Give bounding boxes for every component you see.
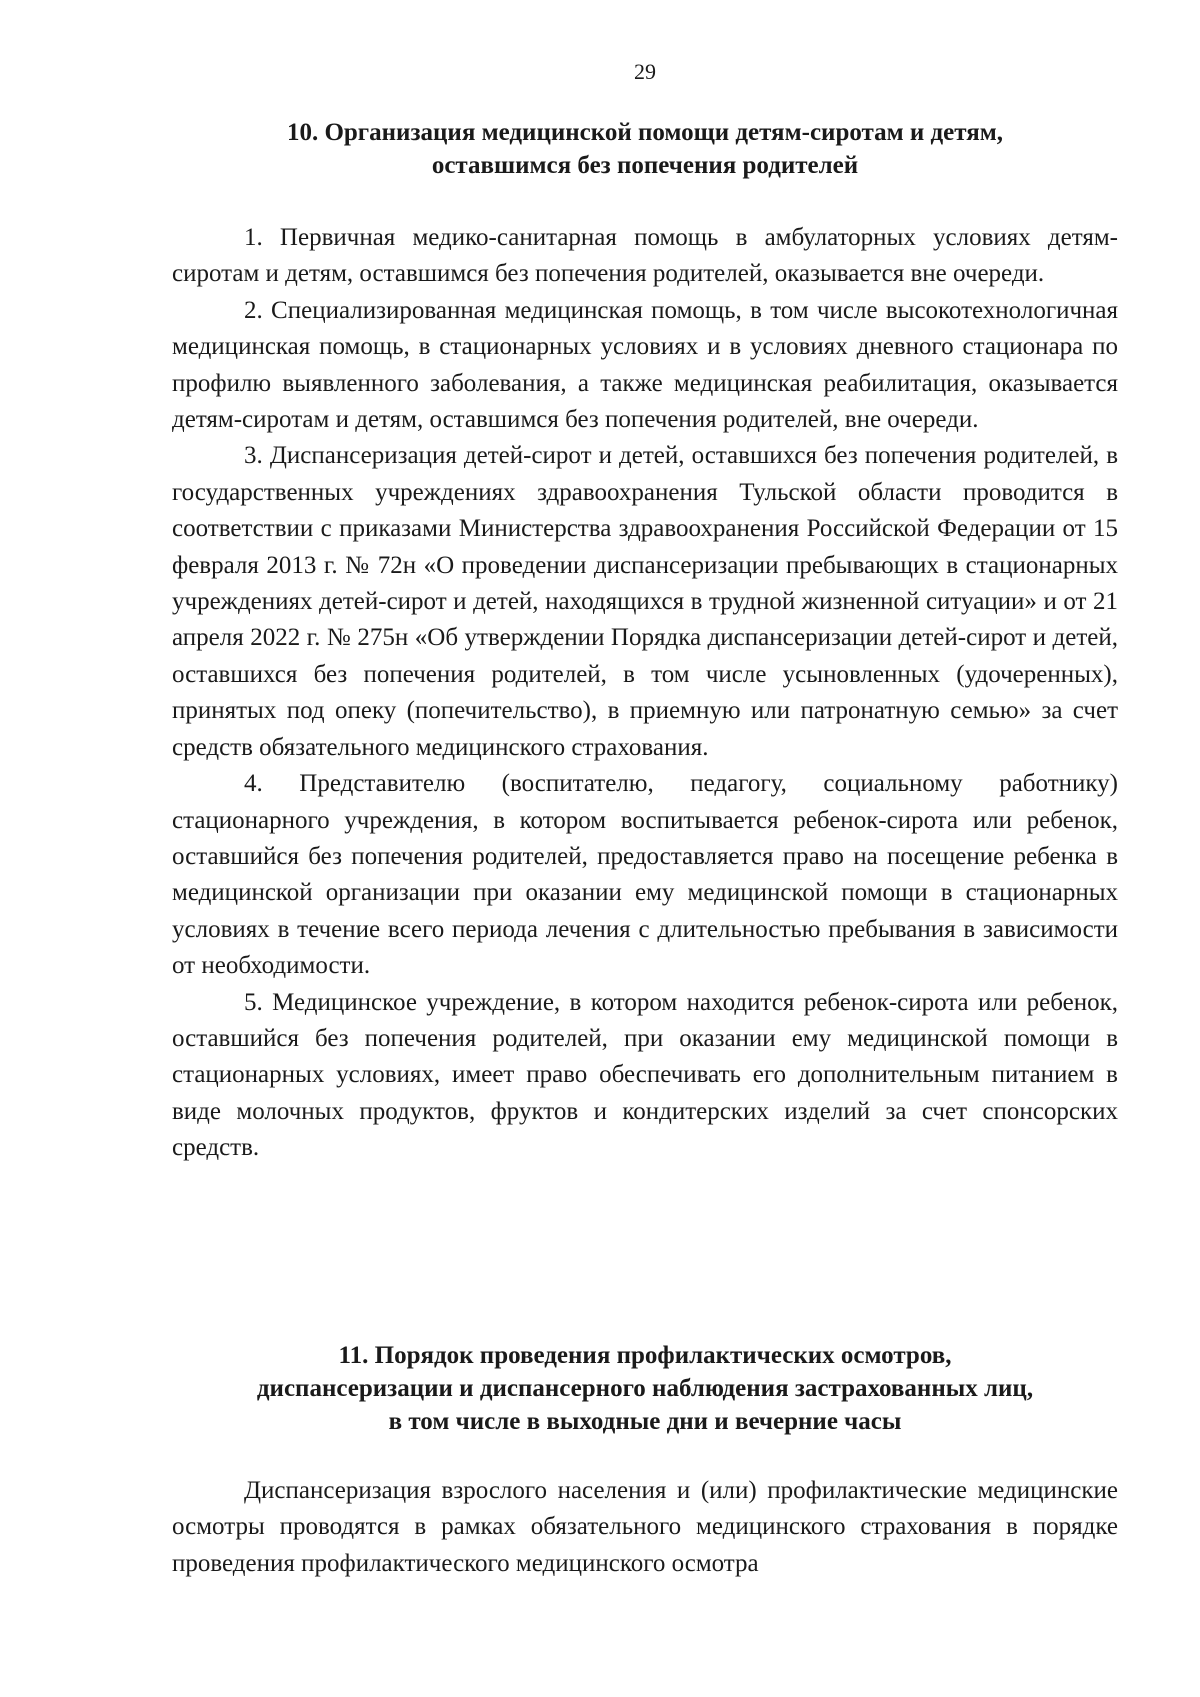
section-10-heading-line-2: оставшимся без попечения родителей: [431, 152, 859, 179]
section-11-body: [172, 1473, 1118, 1582]
section-10-paragraph-5: 5. Медицинское учреждение, в котором находится ребенок-сирота или ребенок, оставшийся без попечения родителей, при оказании ему медицинской помощи в стационарных условиях, имеет право обеспечивать его дополнительным питанием в виде молочных продуктов, фруктов и кондитерских изделий за счет спонсорских средств.: [172, 988, 1118, 1162]
section-10-heading-line-1: 10. Организация медицинской помощи детям-сиротам и детям,: [286, 119, 1004, 146]
page-number: 29: [634, 59, 656, 84]
section-10-paragraph-2: 2. Специализированная медицинская помощь, в том числе высокотехнологичная медицинская помощь, в стационарных условиях и в условиях дневного стационара по профилю выявленного заболевания, а также медицинская реабилитация, оказывается детям-сиротам и детям, оставшимся без попечения родителей, вне очереди.: [172, 296, 1118, 434]
section-11-heading-line-1: 11. Порядок проведения профилактических осмотров,: [338, 1342, 952, 1369]
section-11-heading-line-2: диспансеризации и диспансерного наблюдения застрахованных лиц,: [256, 1375, 1034, 1402]
section-10-paragraph-3: 3. Диспансеризация детей-сирот и детей, оставшихся без попечения родителей, в государственных учреждениях здравоохранения Тульской области проводится в соответствии с приказами Министерства здравоохранения Российской Федерации от 15 февраля 2013 г. № 72н «О проведении диспансеризации пребывающих в стационарных учреждениях детей-сирот и детей, находящихся в трудной жизненной ситуации» и от 21 апреля 2022 г. № 275н «Об утверждении Порядка диспансеризации детей-сирот и детей, оставшихся без попечения родителей, в том числе усыновленных (удочеренных), принятых под опеку (попечительство), в приемную или патронатную семью» за счет средств обязательного медицинского страхования.: [172, 442, 1118, 761]
section-10-paragraph-1: 1. Первичная медико-санитарная помощь в амбулаторных условиях детям-сиротам и детям, оставшимся без попечения родителей, оказывается вне очереди.: [172, 224, 1118, 288]
section-11-heading-line-3: в том числе в выходные дни и вечерние часы: [388, 1408, 902, 1435]
section-10-body: [172, 220, 1118, 1167]
section-10-heading: [172, 116, 1118, 182]
section-11-paragraph-1: Диспансеризация взрослого населения и (или) профилактические медицинские осмотры проводятся в рамках обязательного медицинского страхования в порядке проведения профилактического медицинского осмотра: [172, 1477, 1118, 1577]
section-11-heading: [172, 1339, 1118, 1438]
section-10-paragraph-4: 4. Представителю (воспитателю, педагогу, социальному работнику) стационарного учреждения, в котором воспитывается ребенок-сирота или ребенок, оставшийся без попечения родителей, предоставляется право на посещение ребенка в медицинской организации при оказании ему медицинской помощи в стационарных условиях в течение всего периода лечения с длительностью пребывания в зависимости от необходимости.: [172, 770, 1118, 980]
